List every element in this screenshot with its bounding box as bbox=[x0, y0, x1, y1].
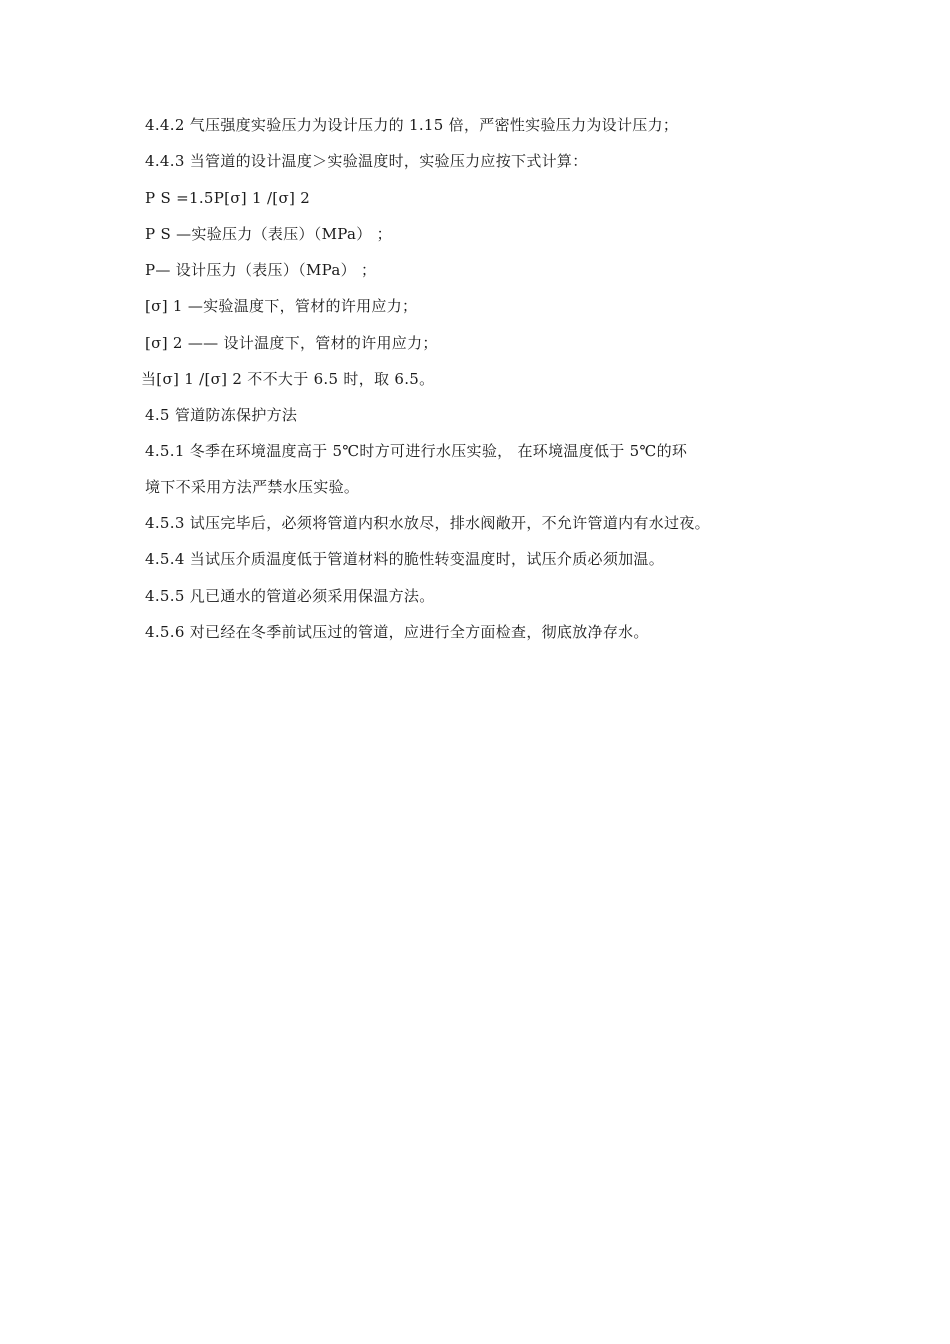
formula: P S =1.5P[σ] 1 /[σ] 2 bbox=[145, 189, 311, 207]
clause-4-4-3: 4.4.3 当管道的设计温度＞实验温度时，实验压力应按下式计算： bbox=[145, 152, 588, 170]
clause-4-5-6: 4.5.6 对已经在冬季前试压过的管道，应进行全方面检查，彻底放净存水。 bbox=[145, 623, 649, 641]
clause-4-5-1-continued: 境下不采用方法严禁水压实验。 bbox=[145, 478, 360, 496]
section-heading-4-5: 4.5 管道防冻保护方法 bbox=[145, 406, 298, 424]
clause-4-5-5: 4.5.5 凡已通水的管道必须采用保温方法。 bbox=[145, 587, 435, 605]
definition-sigma-2: [σ] 2 —— 设计温度下，管材的许用应力； bbox=[145, 334, 438, 352]
definition-p: P— 设计压力（表压）（MPa） ； bbox=[145, 261, 377, 279]
clause-4-5-4: 4.5.4 当试压介质温度低于管道材料的脆性转变温度时，试压介质必须加温。 bbox=[145, 550, 665, 568]
clause-4-5-1: 4.5.1 冬季在环境温度高于 5℃时方可进行水压实验， 在环境温度低于 5℃的环 bbox=[145, 442, 688, 460]
definition-sigma-1: [σ] 1 —实验温度下，管材的许用应力； bbox=[145, 297, 418, 315]
ratio-note: 当[σ] 1 /[σ] 2 不不大于 6.5 时，取 6.5。 bbox=[141, 370, 435, 388]
clause-4-4-2: 4.4.2 气压强度实验压力为设计压力的 1.15 倍，严密性实验压力为设计压力； bbox=[145, 116, 679, 134]
clause-4-5-3: 4.5.3 试压完毕后，必须将管道内积水放尽，排水阀敞开，不允许管道内有水过夜。 bbox=[145, 514, 710, 532]
definition-ps: P S —实验压力（表压）（MPa） ； bbox=[145, 225, 392, 243]
